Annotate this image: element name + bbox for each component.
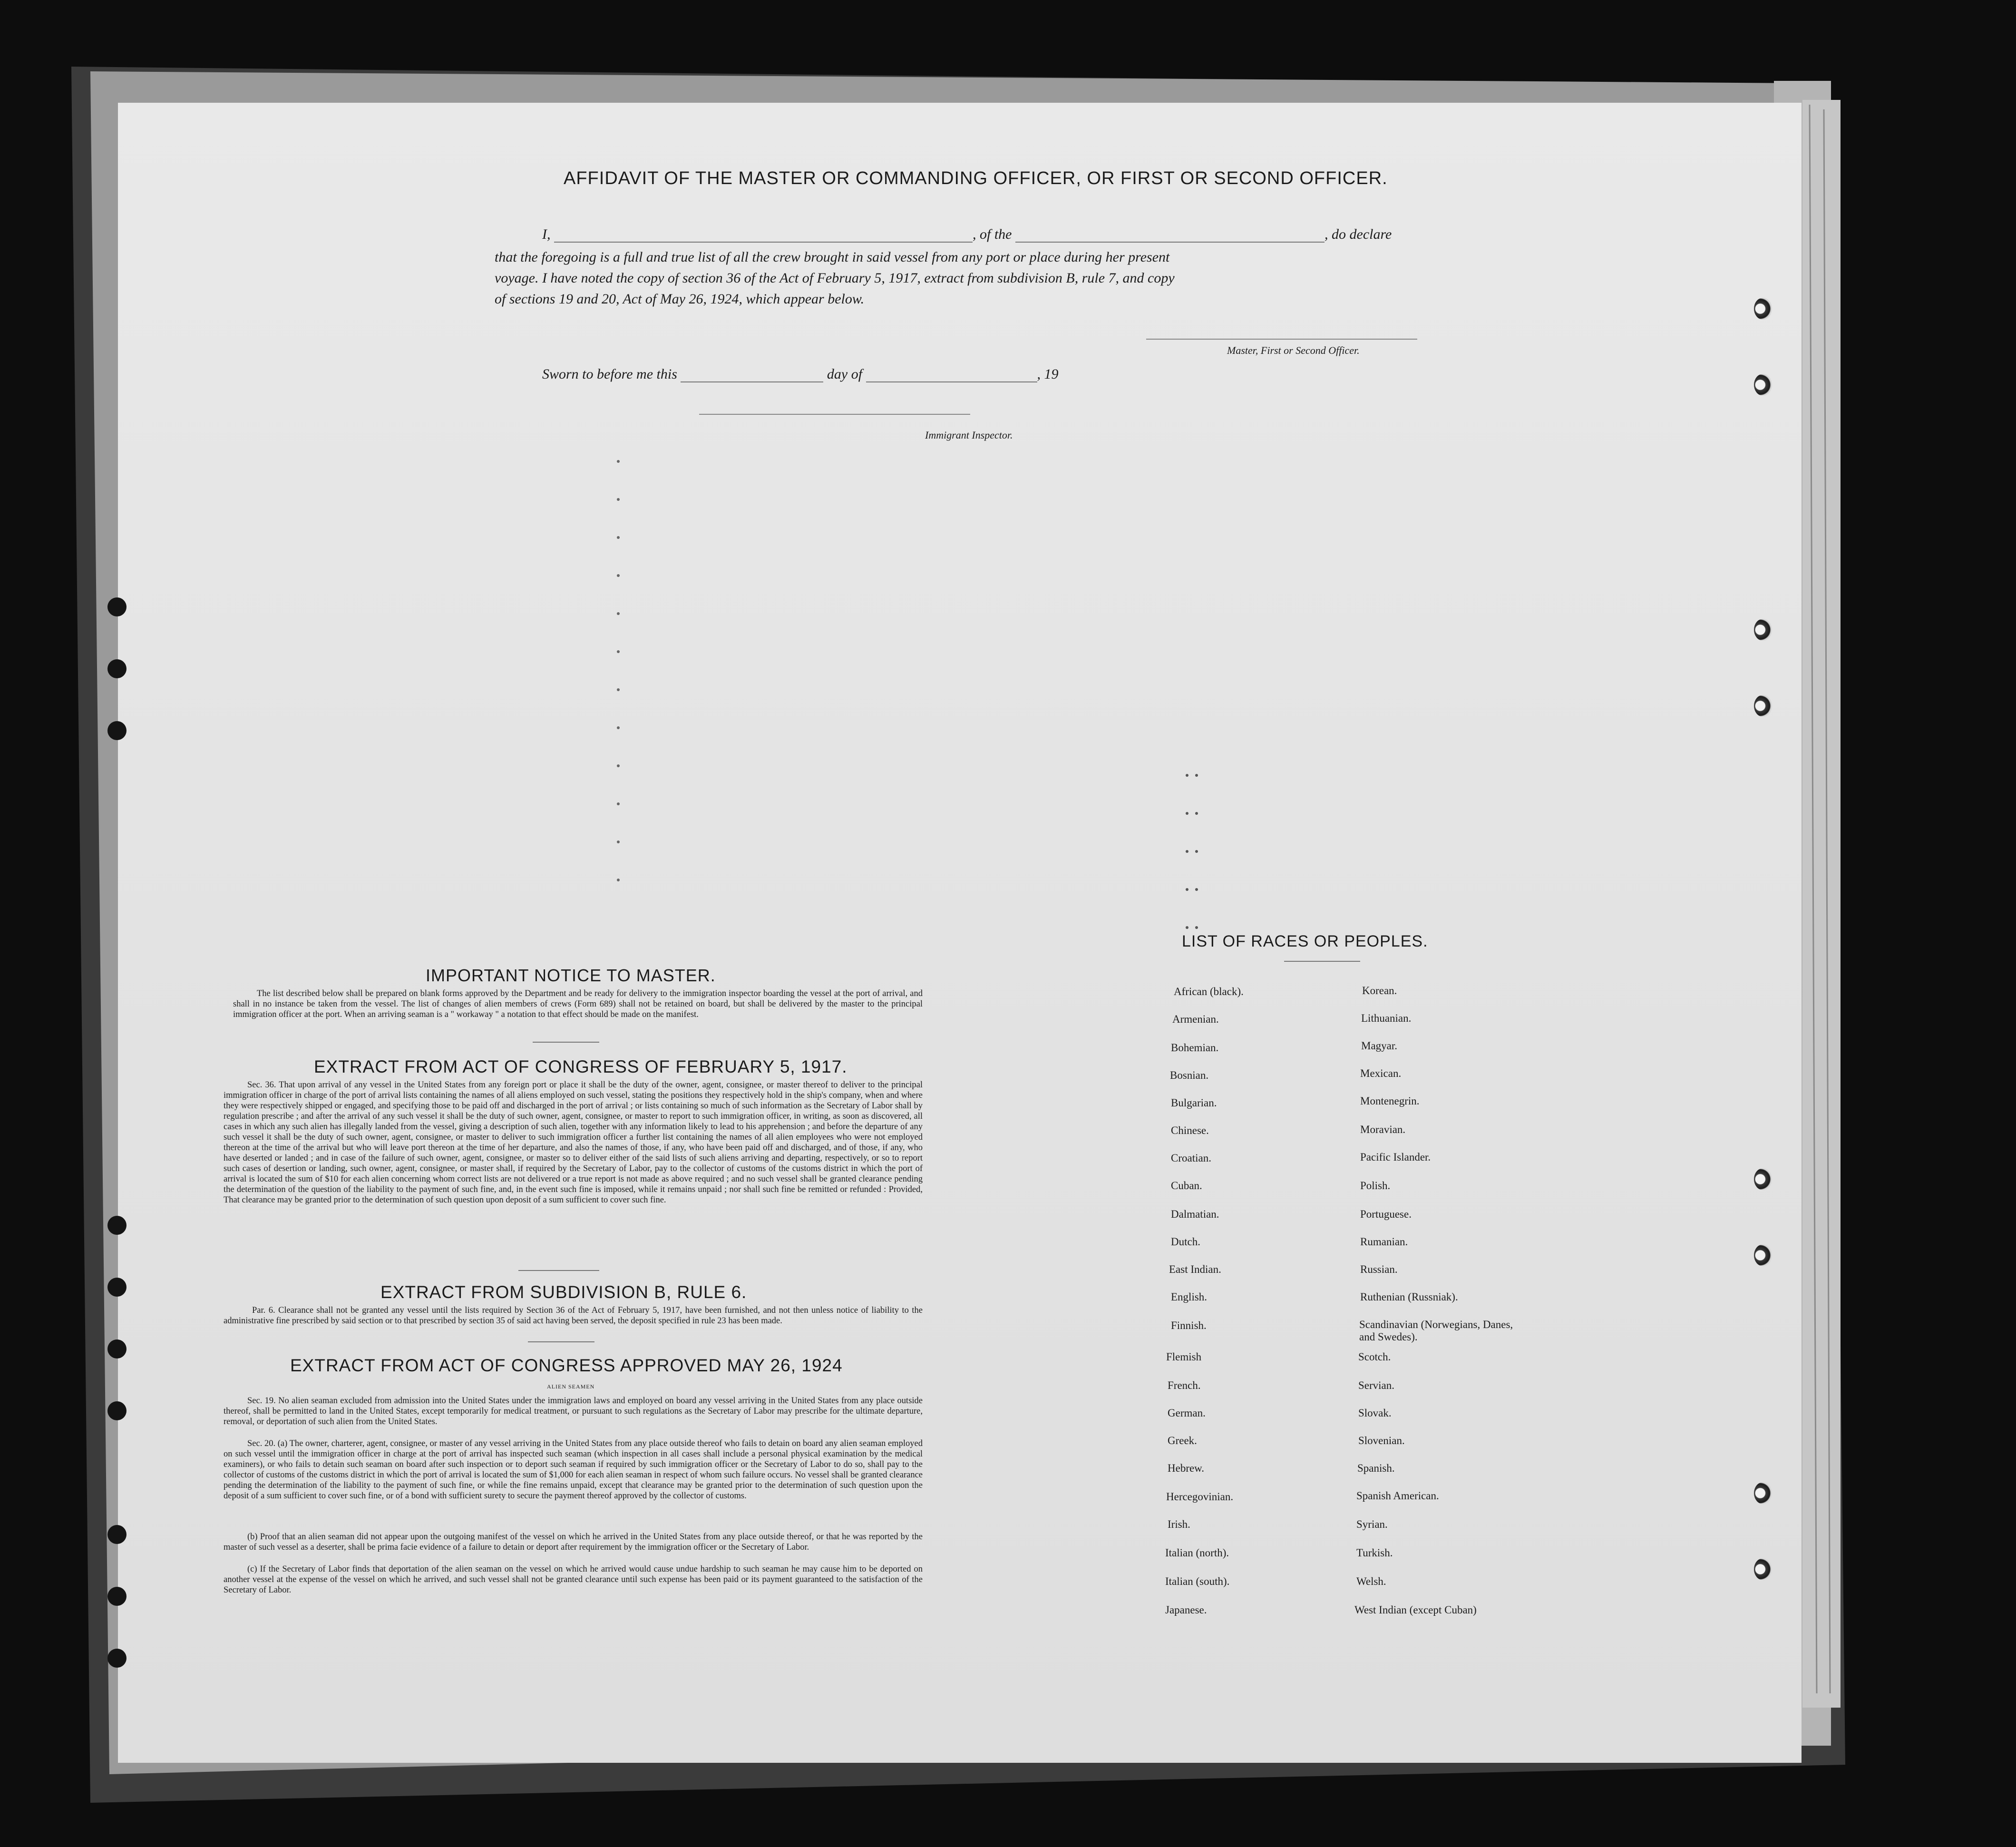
punch-hole xyxy=(107,1525,127,1544)
race-right: Scandinavian (Norwegians, Danes, and Swedes). xyxy=(1359,1319,1513,1343)
extract-1924-sec20c: (c) If the Secretary of Labor finds that deportation of the alien seaman on the vessel on which he arrived would cause undue hardship to such seaman he may cause him to be deported on another vessel at the expense of the vessel on which he arrived, and such vessel shall not be granted clearance until such expense has been paid or its payment guaranteed to the satisfaction of the Secretary of Labor. xyxy=(224,1564,923,1595)
race-left: Japanese. xyxy=(1165,1604,1207,1616)
punch-hole xyxy=(107,1278,127,1297)
race-left: Italian (north). xyxy=(1165,1547,1229,1559)
notice-title: IMPORTANT NOTICE TO MASTER. xyxy=(426,966,716,985)
punch-hole xyxy=(1754,1168,1772,1190)
divider xyxy=(533,1042,599,1043)
race-right: Slovenian. xyxy=(1358,1435,1405,1446)
race-left: East Indian. xyxy=(1169,1263,1221,1275)
race-right: Mexican. xyxy=(1360,1067,1402,1079)
races-title: LIST OF RACES OR PEOPLES. xyxy=(1182,932,1428,950)
race-right: Moravian. xyxy=(1360,1124,1406,1135)
race-right: Montenegrin. xyxy=(1360,1095,1420,1107)
race-right: Magyar. xyxy=(1361,1040,1398,1052)
punch-hole xyxy=(1754,1558,1772,1580)
sworn-month-blank[interactable] xyxy=(866,381,1037,382)
punch-hole xyxy=(1754,298,1772,320)
punch-hole xyxy=(1754,695,1772,717)
race-right: Pacific Islander. xyxy=(1360,1151,1431,1163)
extract-subdivision-text: Par. 6. Clearance shall not be granted any vessel until the lists required by Section 36 of the Act of February 5, 1917, have been furnished, and not then unless notice of liability to the administrative fine prescribed by said section or to that prescribed by section 35 of said act having been served, the deposit specified in rule 23 has been made. xyxy=(224,1306,923,1326)
punch-hole xyxy=(1754,1244,1772,1266)
vessel-blank[interactable] xyxy=(1015,242,1325,243)
affidavit-line-3: voyage. I have noted the copy of section 36 of the Act of February 5, 1917, extract from subdivision B, rule 7, and copy xyxy=(495,270,1175,286)
race-right: Ruthenian (Russniak). xyxy=(1360,1291,1458,1303)
punch-hole xyxy=(107,1401,127,1420)
extract-1917-text: Sec. 36. That upon arrival of any vessel in the United States from any foreign port or place it shall be the duty of the owner, agent, consignee, or master thereof to deliver to the principal immigration officer in charge of the port of arrival lists containing the names of all aliens employed on such vessel, stating the positions they respectively hold in the ship's company, when and where they were respectively shipped or engaged, and specifying those to be paid off and discharged in the port of arrival ; or lists containing so much of such information as the Secretary of Labor shall by regulation prescribe ; and after the arrival of any such vessel it shall be the duty of such owner, agent, consignee, or master to report to such immigration officer, in writing, as soon as discovered, all cases in which any such alien has illegally landed from the vessel, giving a description of such alien, together with any information likely to lead to his apprehension ; and before the departure of any such vessel it shall be the duty of such owner, agent, consignee, or master to deliver to such immigration officer a further list containing the names of all alien employees who were not employed thereon at the time of the arrival but who will leave port thereon at the time of her departure, and also the names of those, if any, who have been paid off and discharged, and of those, if any, who have deserted or landed ; and in case of the failure of such owner, agent, consignee, or master so to deliver either of the said lists of such aliens arriving and departing, respectively, or so to report such cases of desertion or landing, such owner, agent, consignee, or master shall, if required by the Secretary of Labor, pay to the collector of customs of the customs district in which the port of arrival is located the sum of $10 for each alien concerning whom correct lists are not delivered or a true report is not made as above required ; and no such vessel shall be granted clearance pending the determination of the question of the liability to the payment of such fine, and, in the event such fine is imposed, while it remains unpaid ; nor shall such fine be remitted or refunded : Provided, That clearance may be granted prior to the determination of such question upon deposit of a sum sufficient to cover such fine. xyxy=(224,1080,923,1205)
race-left: Bulgarian. xyxy=(1171,1097,1217,1109)
sworn-prefix: Sworn to before me this xyxy=(542,366,677,382)
race-left: Chinese. xyxy=(1171,1124,1209,1136)
race-left: Croatian. xyxy=(1171,1152,1211,1164)
manifest-page xyxy=(118,103,1802,1763)
punch-hole xyxy=(1754,1482,1772,1504)
punch-hole xyxy=(107,1216,127,1235)
extract-1917-title: EXTRACT FROM ACT OF CONGRESS OF FEBRUARY 5, 1917. xyxy=(314,1057,847,1076)
punch-hole xyxy=(1754,619,1772,641)
race-left: African (black). xyxy=(1174,986,1244,997)
race-left: Armenian. xyxy=(1172,1013,1219,1025)
extract-1924-sec20b: (b) Proof that an alien seaman did not appear upon the outgoing manifest of the vessel on which he arrived in the United States from any place outside thereof, or that he was reported by the master of such vessel as a deserter, shall be prima facie evidence of a failure to detain or deport after requirement by the immigration officer or the Secretary of Labor. xyxy=(224,1532,923,1552)
race-right: Scotch. xyxy=(1358,1351,1391,1363)
punch-hole xyxy=(107,659,127,678)
race-right: Slovak. xyxy=(1358,1407,1392,1419)
race-right: Korean. xyxy=(1362,985,1397,997)
notice-text: The list described below shall be prepared on blank forms approved by the Department and be ready for delivery to the immigration inspector boarding the vessel at the port of arrival, and shall in no instance be taken from the vessel. The list of changes of alien members of crews (Form 689) shall not be retained on board, but shall be delivered by the master to the principal immigration officer at the port. When an arriving seaman is a " workaway " a notation to that effect should be made on the manifest. xyxy=(233,989,923,1019)
race-right: Rumanian. xyxy=(1360,1236,1408,1248)
punch-hole xyxy=(107,1339,127,1358)
race-right: Spanish. xyxy=(1357,1462,1395,1474)
race-right: West Indian (except Cuban) xyxy=(1354,1604,1477,1616)
race-right: Lithuanian. xyxy=(1361,1012,1412,1024)
extract-subdivision-title: EXTRACT FROM SUBDIVISION B, RULE 6. xyxy=(380,1282,747,1302)
sworn-year-label: , 19 xyxy=(1037,366,1059,382)
race-left: German. xyxy=(1168,1407,1206,1419)
dot-column xyxy=(1184,771,1203,932)
race-left: Greek. xyxy=(1168,1435,1197,1446)
race-right: Portuguese. xyxy=(1360,1208,1412,1220)
race-left: Hercegovinian. xyxy=(1166,1491,1234,1503)
affidavit-declare-label: , do declare xyxy=(1325,226,1392,242)
race-left: Hebrew. xyxy=(1168,1462,1205,1474)
punch-hole xyxy=(1754,374,1772,396)
race-right: Polish. xyxy=(1360,1180,1391,1192)
race-left: Finnish. xyxy=(1171,1319,1207,1331)
punch-hole xyxy=(107,1587,127,1606)
race-left: Bohemian. xyxy=(1171,1042,1219,1054)
race-left: English. xyxy=(1171,1291,1208,1303)
race-right: Russian. xyxy=(1360,1263,1398,1275)
race-right: Spanish American. xyxy=(1356,1490,1439,1502)
race-right: Welsh. xyxy=(1356,1575,1386,1587)
race-left: Flemish xyxy=(1166,1351,1202,1363)
alien-seamen-subtitle: ALIEN SEAMEN xyxy=(547,1383,595,1390)
extract-1924-sec19: Sec. 19. No alien seaman excluded from admission into the United States under the immigration laws and employed on board any vessel arriving in the United States from any place outside thereof, shall be permitted to land in the United States, except temporarily for medical treatment, or pursuant to such regulations as the Secretary of Labor may prescribe for the ultimate departure, removal, or deportation of such alien from the United States. xyxy=(224,1396,923,1427)
race-right: Syrian. xyxy=(1356,1518,1388,1530)
divider xyxy=(1284,961,1360,962)
punch-hole xyxy=(107,597,127,616)
sworn-day-of: day of xyxy=(827,366,863,382)
punch-hole xyxy=(107,721,127,740)
affidavit-line-2: that the foregoing is a full and true list of all the crew brought in said vessel from any port or place during her present xyxy=(495,249,1170,265)
name-blank[interactable] xyxy=(554,242,973,243)
race-left: Dalmatian. xyxy=(1171,1208,1219,1220)
divider xyxy=(518,1270,599,1271)
race-left: Dutch. xyxy=(1171,1236,1200,1248)
race-left: Italian (south). xyxy=(1165,1575,1230,1587)
inspector-signature-line[interactable] xyxy=(699,414,970,415)
punch-hole xyxy=(107,1649,127,1668)
extract-1924-title: EXTRACT FROM ACT OF CONGRESS APPROVED MAY 26, 1924 xyxy=(290,1356,843,1375)
dot-column xyxy=(614,457,623,923)
sworn-line xyxy=(542,366,1059,382)
divider xyxy=(528,1341,594,1342)
race-right: Servian. xyxy=(1358,1379,1395,1391)
master-signature-label: Master, First or Second Officer. xyxy=(1227,344,1360,356)
race-left: Irish. xyxy=(1168,1518,1190,1530)
affidavit-title: AFFIDAVIT OF THE MASTER OR COMMANDING OFFICER, OR FIRST OR SECOND OFFICER. xyxy=(564,168,1388,188)
affidavit-of-the-label: , of the xyxy=(973,226,1012,242)
inspector-signature-label: Immigrant Inspector. xyxy=(925,429,1013,441)
affidavit-line-1 xyxy=(542,226,1392,243)
master-signature-line[interactable] xyxy=(1146,339,1417,340)
sworn-day-blank[interactable] xyxy=(681,381,823,382)
race-right: Turkish. xyxy=(1356,1547,1393,1559)
affidavit-i-label: I, xyxy=(542,226,551,242)
race-left: Cuban. xyxy=(1171,1180,1202,1192)
affidavit-line-4: of sections 19 and 20, Act of May 26, 1924, which appear below. xyxy=(495,291,865,307)
race-left: Bosnian. xyxy=(1170,1069,1209,1081)
race-left: French. xyxy=(1168,1379,1201,1391)
extract-1924-sec20a: Sec. 20. (a) The owner, charterer, agent, consignee, or master of any vessel arriving in the United States from any place outside thereof who fails to detain on board any alien seaman employed on such vessel until the immigration officer in charge at the port of arrival has inspected such seaman (which inspection in all cases shall include a personal physical examination by the medical examiners), or who fails to detain such seaman on board after such inspection or to deport such seaman if required by such immigration officer or the Secretary of Labor to do so, shall pay to the collector of customs of the customs district in which the port of arrival is located the sum of $1,000 for each alien seaman in respect of whom such failure occurs. No vessel shall be granted clearance pending the determination of the liability to the payment of such fine, or while the fine remains unpaid, except that clearance may be granted prior to the determination of such question upon the deposit of a sum sufficient to cover such fine, or of a bond with sufficient surety to secure the payment thereof approved by the collector of customs. xyxy=(224,1439,923,1501)
